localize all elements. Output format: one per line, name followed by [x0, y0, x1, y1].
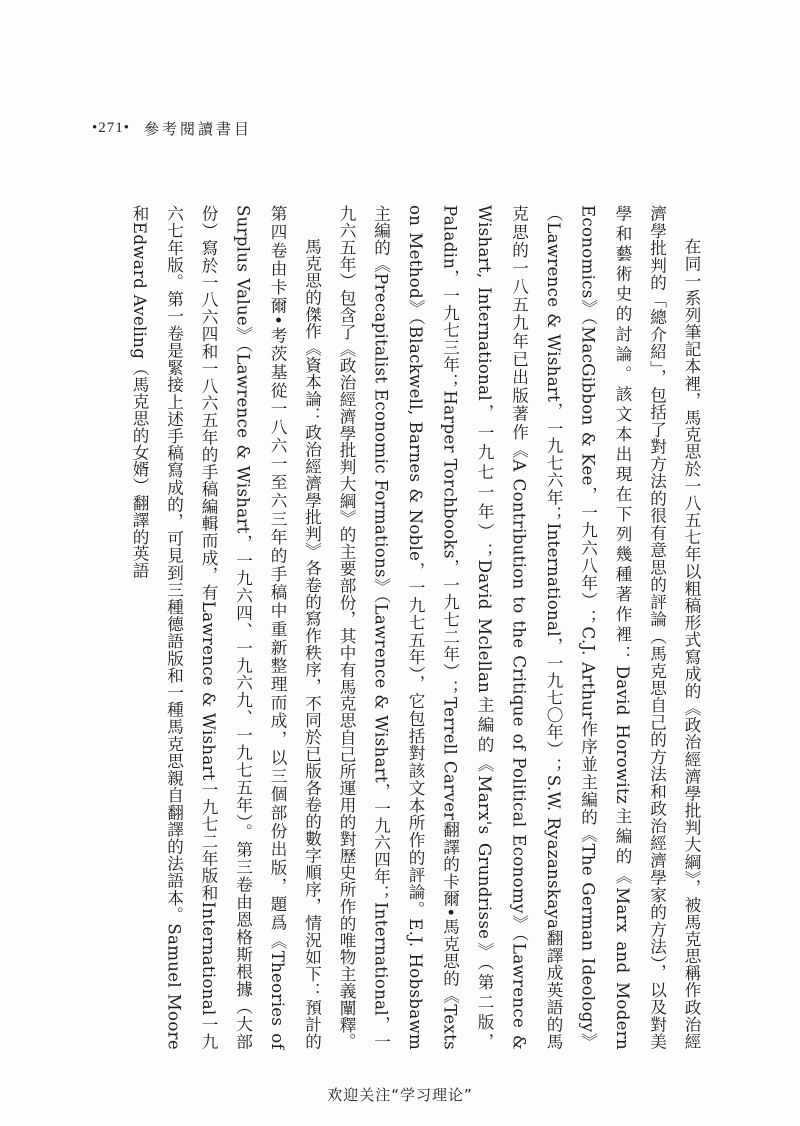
paragraph-2: 馬克思的傑作《資本論：政治經濟學批判》各卷的寫作秩序，不同於已版各卷的數字順序，情況如下：預計的第四卷由卡爾•考茨基從一八六一至六三年的手稿中重新整理而成，以三個部份出版，題爲《Theories of Surplus Value》（Lawrence & Wishart，一九六四、一九六九、一九七五年）。第三卷由恩格斯根據（大部份）寫於一八六四和一八六五年的手稿編輯而成，有Lawrence & Wishart一九七二年版和International一九六七年版。第一卷是緊接上述手稿寫成的，可見到三種德語版和一種馬克思親自翻譯的法語本。Samuel Moore和Edward Aveling（馬克思的女婿）翻譯的英語: [130, 205, 322, 1050]
running-head-title: 參考閱讀書目: [144, 120, 253, 138]
page-number: •271•: [92, 120, 131, 136]
paragraph-1: 在同一系列筆記本裡，馬克思於一八五七年以粗稿形式寫成的《政治經濟學批判大綱》，被馬克思稱作政治經濟學批判的「總介紹」，包括了對方法的很有意思的評論（馬克思自己的方法和政治經濟學家的方法），以及對美學和藝術史的討論。該文本出現在下列幾種著作裡：David Horowitz主編的《Marx and Modern Economics》（MacGibbon & Kee，一九六八年）；C.J. Arthur作序並主編的《The German Ideology》（Lawrence & Wishart，一九七六年；International，一九七〇年）；S.W. Ryazanskaya翻譯成英語的馬克思的一八五九年已出版著作《A Contribution to the Critique of Political Economy》（Lawrence & Wishart, International，一九七一年）；David Mclellan主編的《Marx's Grundrisse》（第二版，Paladin，一九七三年；Harper Torchbooks，一九七二年）；Terrell Carver翻譯的卡爾•馬克思的《Texts on Method》（Blackwell, Barnes & Noble，一九七五年），它包括對該文本所作的評論。E.J. Hobsbawm主編的《Precapitalist Economic Formations》（Lawrence & Wishart，一九六四年；International，一九六五年）包含了《政治經濟學批判大綱》的主要部份，其中有馬克思自己所運用的對歷史所作的唯物主義闡釋。: [337, 205, 701, 1050]
body-text: [96, 205, 708, 1050]
footer-note: 欢迎关注“学习理论”: [327, 1086, 473, 1104]
running-head: [92, 118, 252, 139]
